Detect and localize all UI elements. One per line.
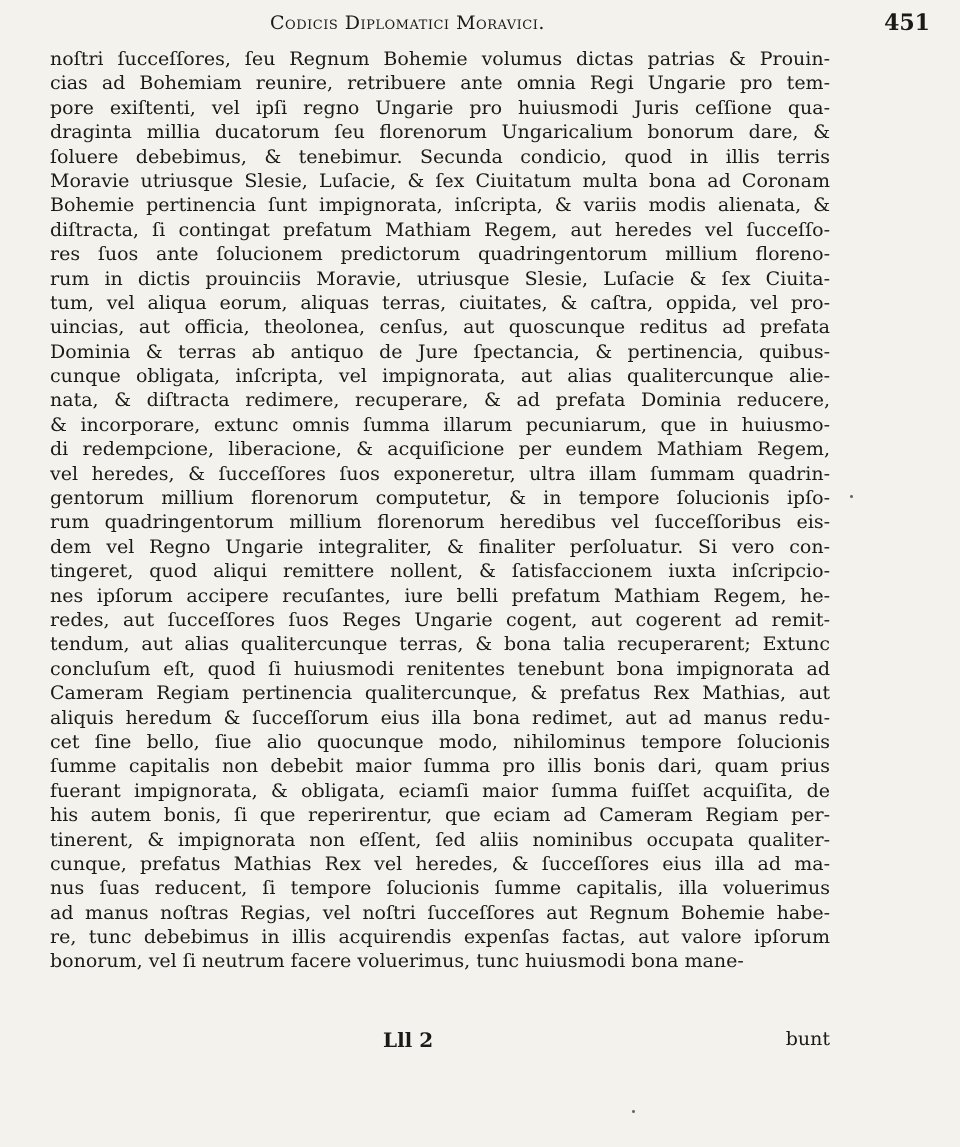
paper-speck <box>632 1110 635 1113</box>
text-line: tingeret, quod aliqui remittere nollent, & ſatisfaccionem iuxta inſcripcio- <box>50 560 830 583</box>
text-line: re, tunc debebimus in illis acquirendis expenſas factas, aut valore ipſorum <box>50 926 830 949</box>
text-line: Cameram Regiam pertinencia qualitercunque, & prefatus Rex Mathias, aut <box>50 682 830 705</box>
text-line: Dominia & terras ab antiquo de Jure ſpectancia, & pertinencia, quibus- <box>50 340 830 363</box>
text-line: tinerent, & impignorata non eſſent, ſed aliis nominibus occupata qualiter- <box>50 828 830 851</box>
text-line: bonorum, vel ſi neutrum facere voluerimus, tunc huiusmodi bona mane- <box>50 950 744 973</box>
body-text <box>50 47 830 974</box>
text-line: ad manus noſtras Regias, vel noſtri ſucceſſores aut Regnum Bohemie habe- <box>50 901 830 924</box>
text-line: nes ipſorum accipere recuſantes, iure belli prefatum Mathiam Regem, he- <box>50 584 830 607</box>
text-line: tendum, aut alias qualitercunque terras, & bona talia recuperarent; Extunc <box>50 633 830 656</box>
text-line: draginta millia ducatorum ſeu florenorum Ungaricalium bonorum dare, & <box>50 121 830 144</box>
text-line: Moravie utriusque Slesie, Luſacie, & ſex Ciuitatum multa bona ad Coronam <box>50 169 830 192</box>
text-line: ſumme capitalis non debebit maior ſumma pro illis bonis dari, quam prius <box>50 755 830 778</box>
text-line: dem vel Regno Ungarie integraliter, & finaliter perſoluatur. Si vero con- <box>50 535 830 558</box>
text-line: concluſum eſt, quod ſi huiusmodi renitentes tenebunt bona impignorata ad <box>50 657 830 680</box>
text-line: vel heredes, & ſucceſſores ſuos exponeretur, ultra illam ſummam quadrin- <box>50 462 830 485</box>
text-line: res ſuos ante ſolucionem predictorum quadringentorum millium floreno- <box>50 243 830 266</box>
text-line: diſtracta, ſi contingat prefatum Mathiam Regem, aut heredes vel ſucceſſo- <box>50 218 830 241</box>
text-line: his autem bonis, ſi que reperirentur, que eciam ad Cameram Regiam per- <box>50 804 830 827</box>
paper-speck <box>850 495 853 498</box>
text-line: & incorporare, extunc omnis ſumma illarum pecuniarum, que in huiusmo- <box>50 413 830 436</box>
running-head: Codicis Diplomatici Moravici. <box>270 12 545 34</box>
text-line: nata, & diſtracta redimere, recuperare, & ad prefata Dominia reducere, <box>50 389 830 412</box>
text-line: rum quadringentorum millium florenorum heredibus vel ſucceſſoribus eis- <box>50 511 830 534</box>
text-line: Bohemie pertinencia ſunt impignorata, inſcripta, & variis modis alienata, & <box>50 194 830 217</box>
catchword: bunt <box>785 1028 830 1050</box>
text-line: ſoluere debebimus, & tenebimur. Secunda condicio, quod in illis terris <box>50 145 830 168</box>
text-line: fuerant impignorata, & obligata, eciamſi maior ſumma fuiſſet acquiſita, de <box>50 779 830 802</box>
page-header <box>262 8 930 40</box>
text-line: noſtri ſucceſſores, ſeu Regnum Bohemie volumus dictas patrias & Prouin- <box>50 48 830 70</box>
text-line: cunque obligata, inſcripta, vel impignorata, aut alias qualitercunque alie- <box>50 365 830 388</box>
text-line: cunque, prefatus Mathias Rex vel heredes, & ſucceſſores eius illa ad ma- <box>50 852 830 875</box>
page-number: 451 <box>884 10 930 36</box>
page-footer <box>50 1028 830 1058</box>
text-line: nus ſuas reducent, ſi tempore ſolucionis ſumme capitalis, illa voluerimus <box>50 877 830 900</box>
text-line: gentorum millium florenorum computetur, & in tempore ſolucionis ipſo- <box>50 487 830 510</box>
text-line: uincias, aut officia, theolonea, cenſus, aut quoscunque reditus ad prefata <box>50 316 830 339</box>
text-line: aliquis heredum & ſucceſſorum eius illa bona redimet, aut ad manus redu- <box>50 706 830 729</box>
text-line: di redempcione, liberacione, & acquiſicione per eundem Mathiam Regem, <box>50 438 830 461</box>
text-line: cias ad Bohemiam reunire, retribuere ante omnia Regi Ungarie pro tem- <box>50 72 830 95</box>
signature-mark: Lll 2 <box>383 1028 434 1052</box>
text-line: rum in dictis prouinciis Moravie, utriusque Slesie, Luſacie & ſex Ciuita- <box>50 267 830 290</box>
text-line: redes, aut ſucceſſores ſuos Reges Ungarie cogent, aut cogerent ad remit- <box>50 608 830 631</box>
text-line: cet ſine bello, ſiue alio quocunque modo, nihilominus tempore ſolucionis <box>50 730 830 753</box>
text-line: tum, vel aliqua eorum, aliquas terras, ciuitates, & caſtra, oppida, vel pro- <box>50 291 830 314</box>
text-line: pore exiſtenti, vel ipſi regno Ungarie pro huiusmodi Juris ceſſione qua- <box>50 96 830 119</box>
